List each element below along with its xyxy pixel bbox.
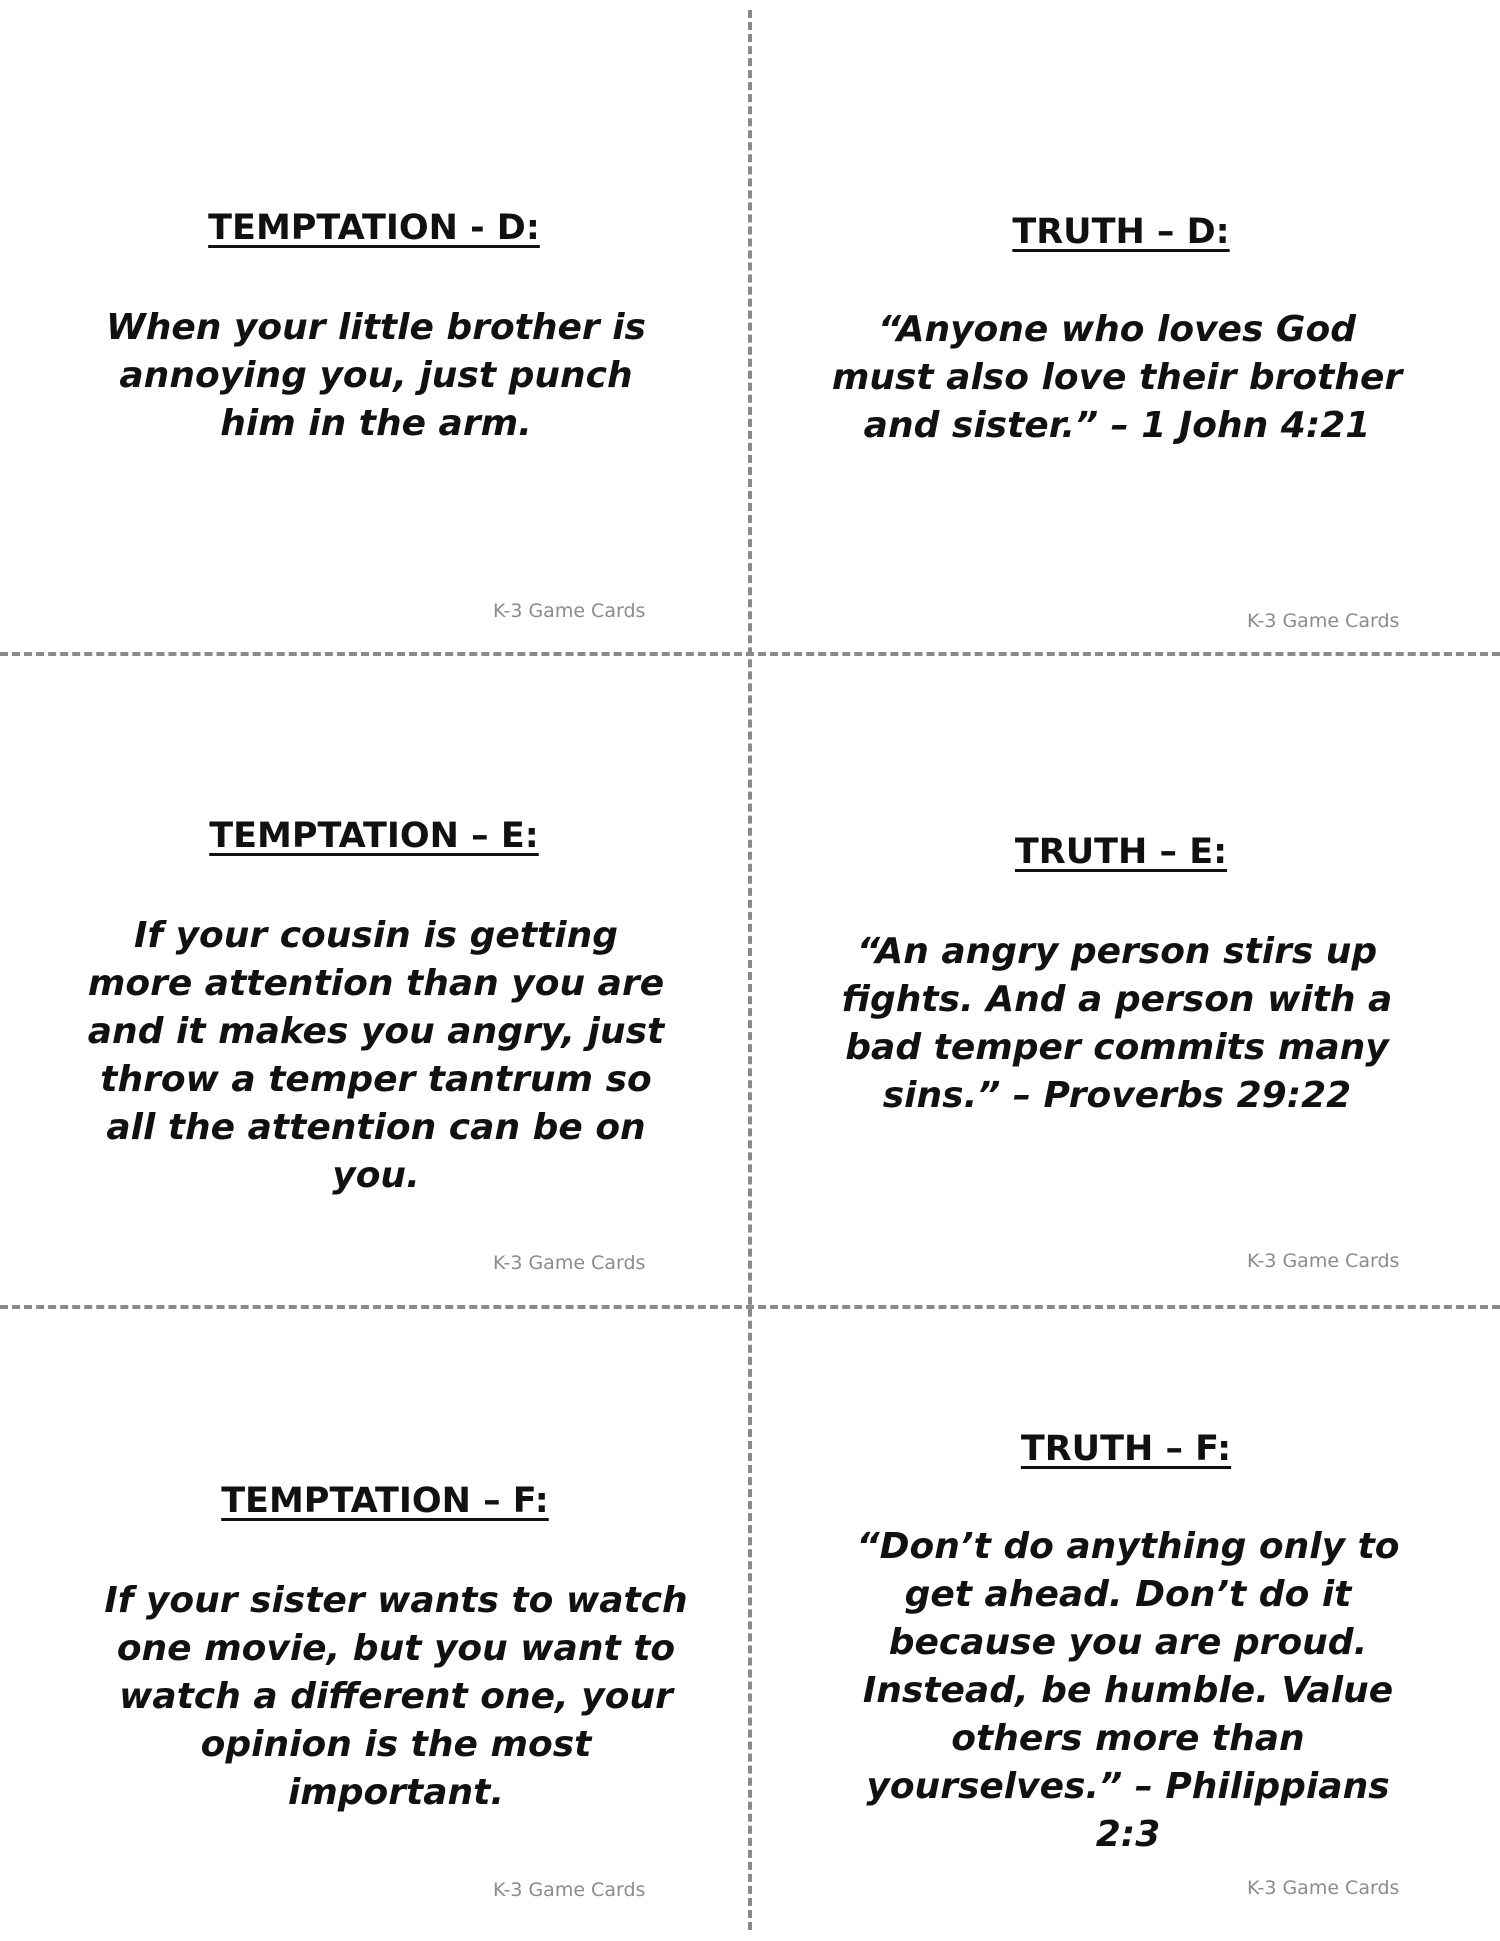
card-body: When your little brother is annoying you, just punch him in the arm. <box>106 307 646 444</box>
temptation-card-e <box>0 656 748 1305</box>
truth-card-f <box>752 1309 1500 1941</box>
truth-card-d <box>752 0 1500 652</box>
card-footer: K-3 Game Cards <box>493 1879 646 1901</box>
card-title: TEMPTATION - D: <box>208 208 540 248</box>
card-title: TRUTH – F: <box>1020 1429 1232 1469</box>
card-footer: K-3 Game Cards <box>1247 1877 1400 1899</box>
truth-card-e <box>752 656 1500 1305</box>
temptation-card-d <box>0 0 748 652</box>
card-body: If your sister wants to watch one movie, but you want to watch a different one, your opinion is the most important. <box>104 1580 688 1813</box>
temptation-card-f <box>0 1309 748 1941</box>
card-body: “Don’t do anything only to get ahead. Don’t do it because you are proud. Instead, be humble. Value others more than yourselves.” – Philippians 2:3 <box>856 1526 1400 1855</box>
card-title: TEMPTATION – F: <box>221 1481 549 1521</box>
card-footer: K-3 Game Cards <box>1247 610 1400 632</box>
card-body: “Anyone who loves God must also love their brother and sister.” – 1 John 4:21 <box>831 309 1403 446</box>
card-footer: K-3 Game Cards <box>493 1252 646 1274</box>
card-footer: K-3 Game Cards <box>493 600 646 622</box>
card-title: TRUTH – D: <box>1012 212 1230 252</box>
card-body: If your cousin is getting more attention than you are and it makes you angry, just throw a temper tantrum so all the attention can be on you. <box>87 915 665 1196</box>
card-footer: K-3 Game Cards <box>1247 1250 1400 1272</box>
card-body: “An angry person stirs up fights. And a person with a bad temper commits many sins.” – Proverbs 29:22 <box>841 931 1393 1116</box>
card-title: TRUTH – E: <box>1014 832 1228 872</box>
card-title: TEMPTATION – E: <box>209 816 539 856</box>
